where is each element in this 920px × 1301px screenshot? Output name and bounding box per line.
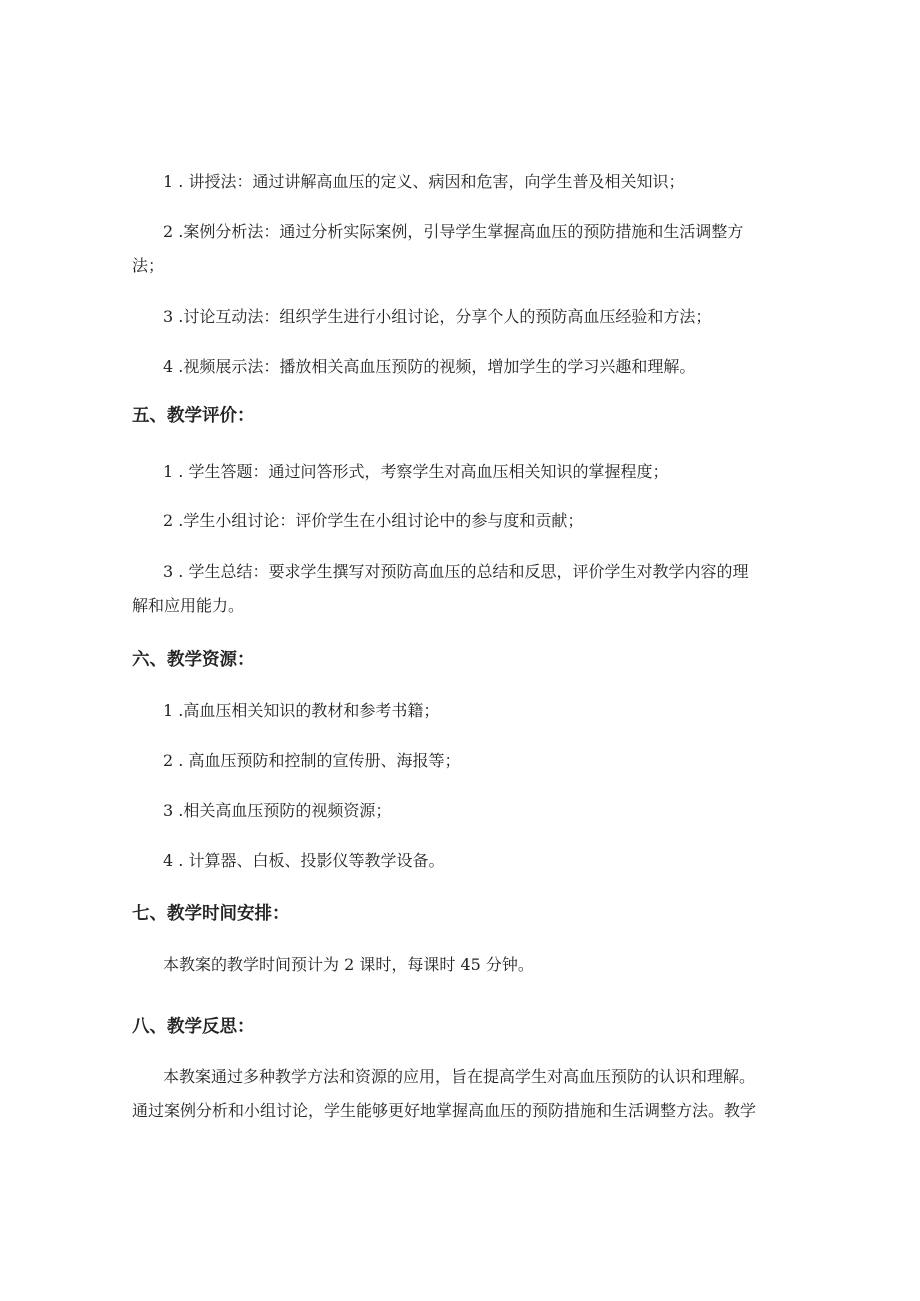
resource-item-1: 1 .高血压相关知识的教材和参考书籍； bbox=[163, 701, 440, 720]
schedule-text: 本教案的教学时间预计为 2 课时，每课时 45 分钟。 bbox=[163, 955, 534, 974]
evaluation-item-1: 1 . 学生答题：通过问答形式，考察学生对高血压相关知识的掌握程度； bbox=[163, 462, 669, 481]
method-item-1: 1 . 讲授法：通过讲解高血压的定义、病因和危害，向学生普及相关知识； bbox=[163, 172, 685, 191]
evaluation-item-3-continuation: 解和应用能力。 bbox=[132, 596, 245, 615]
resource-item-4: 4 . 计算器、白板、投影仪等教学设备。 bbox=[163, 851, 445, 870]
section-7-title: 七、教学时间安排： bbox=[132, 904, 290, 924]
resource-item-3: 3 .相关高血压预防的视频资源； bbox=[163, 801, 392, 820]
section-5-title: 五、教学评价： bbox=[132, 406, 255, 426]
evaluation-item-3: 3 . 学生总结：要求学生撰写对预防高血压的总结和反思，评价学生对教学内容的理 bbox=[163, 562, 749, 581]
method-item-2: 2 .案例分析法：通过分析实际案例，引导学生掌握高血压的预防措施和生活调整方 bbox=[163, 222, 744, 241]
method-item-4: 4 .视频展示法：播放相关高血压预防的视频，增加学生的学习兴趣和理解。 bbox=[163, 357, 696, 376]
reflection-line-1: 本教案通过多种教学方法和资源的应用，旨在提高学生对高血压预防的认识和理解。 bbox=[163, 1067, 756, 1086]
reflection-line-2: 通过案例分析和小组讨论，学生能够更好地掌握高血压的预防措施和生活调整方法。教学 bbox=[132, 1101, 757, 1120]
evaluation-item-2: 2 .学生小组讨论：评价学生在小组讨论中的参与度和贡献； bbox=[163, 511, 584, 530]
resource-item-2: 2 . 高血压预防和控制的宣传册、海报等； bbox=[163, 751, 461, 770]
section-6-title: 六、教学资源： bbox=[132, 650, 255, 670]
section-8-title: 八、教学反思： bbox=[132, 1017, 255, 1037]
method-item-2-continuation: 法； bbox=[132, 256, 165, 275]
method-item-3: 3 .讨论互动法：组织学生进行小组讨论，分享个人的预防高血压经验和方法； bbox=[163, 307, 712, 326]
